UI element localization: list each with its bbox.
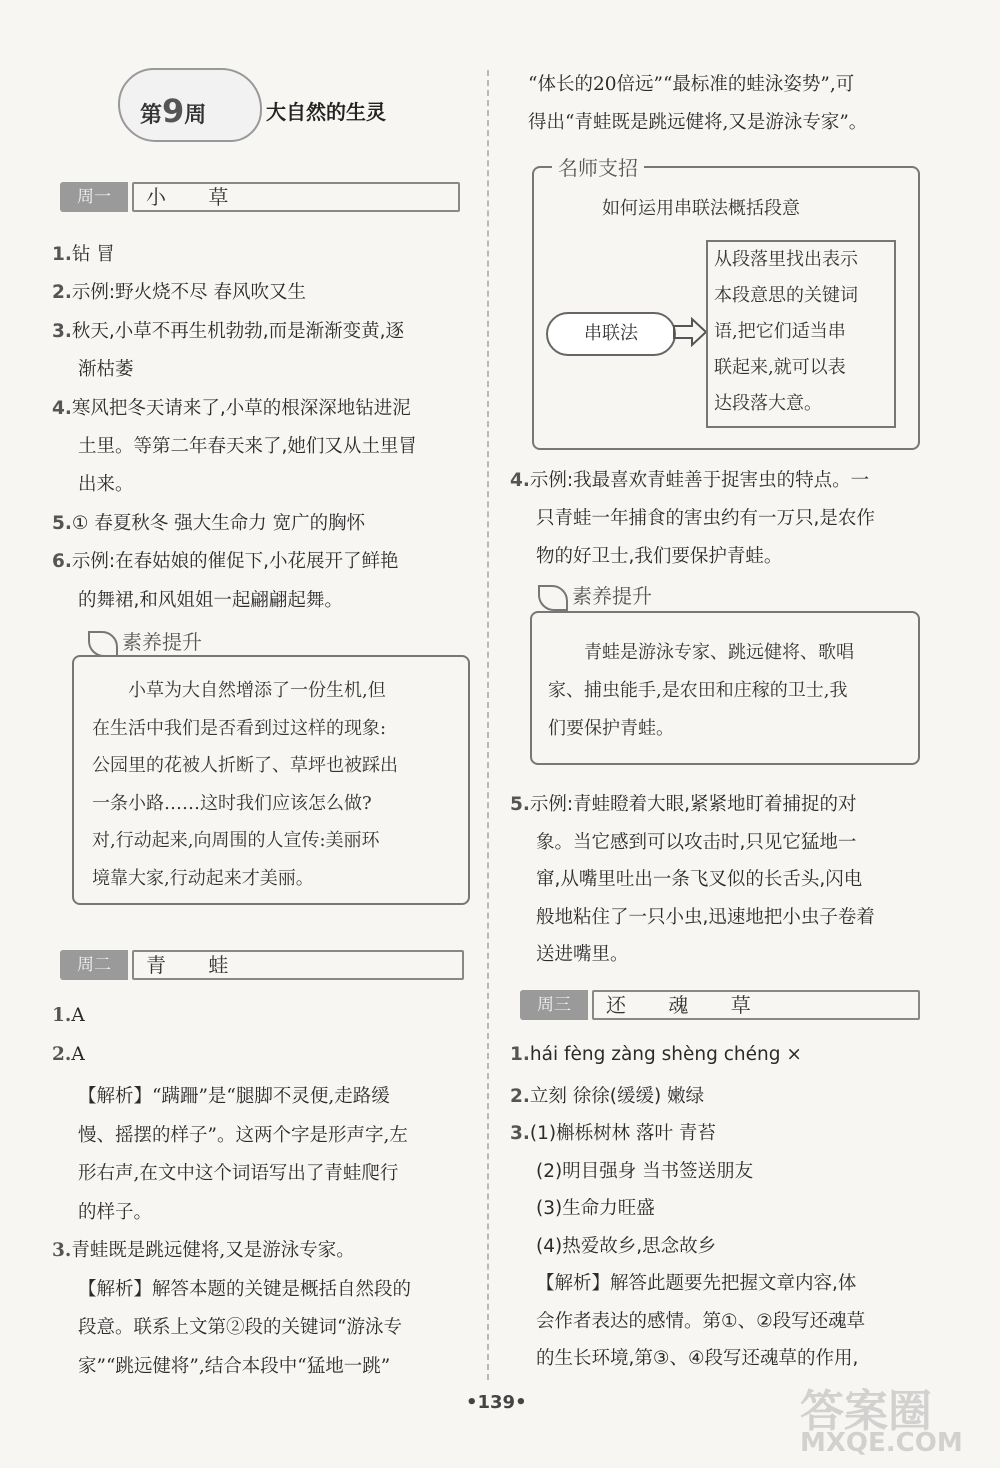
question-number: 3. bbox=[510, 1123, 530, 1144]
text-line: 家、捕虫能手,是农田和庄稼的卫士,我 bbox=[548, 680, 848, 701]
answer-line bbox=[78, 1352, 390, 1378]
answer-line bbox=[52, 509, 365, 535]
answer-line bbox=[536, 903, 875, 929]
skill-badge-2: 素养提升 bbox=[538, 580, 652, 611]
answer-line bbox=[536, 1344, 858, 1370]
answer-line bbox=[52, 1044, 85, 1065]
answer-line bbox=[536, 940, 629, 966]
answer-line bbox=[52, 1236, 355, 1262]
leaf-icon bbox=[538, 585, 568, 611]
question-number: 1. bbox=[510, 1044, 530, 1065]
answer-text: 【解析】“蹒跚”是“腿脚不灵便,走路缓 bbox=[78, 1086, 390, 1107]
answer-text: 土里。等第二年春天来了,她们又从土里冒 bbox=[78, 436, 417, 457]
answer-line bbox=[52, 240, 115, 266]
answer-line bbox=[536, 828, 856, 854]
text-line: 公园里的花被人折断了、草坪也被踩出 bbox=[92, 755, 398, 776]
question-number: 4. bbox=[52, 397, 72, 419]
answer-text: hái fèng zàng shèng chéng × bbox=[529, 1044, 802, 1065]
answer-line bbox=[510, 1082, 704, 1108]
answer-text: 的样子。 bbox=[78, 1201, 153, 1223]
answer-text: 示例:在春姑娘的催促下,小花展开了鲜艳 bbox=[71, 551, 399, 573]
answer-text: 渐枯萎 bbox=[78, 359, 134, 381]
question-number: 3. bbox=[52, 1240, 72, 1261]
answer-line bbox=[536, 1269, 856, 1295]
week-label: 第9周 bbox=[140, 92, 207, 130]
text-line: 语,把它们适当串 bbox=[714, 321, 846, 342]
answer-text: 示例:青蛙瞪着大眼,紧紧地盯着捕捉的对 bbox=[529, 794, 857, 815]
answer-text: 会作者表达的感情。第①、②段写还魂草 bbox=[536, 1310, 866, 1332]
answer-line bbox=[78, 1159, 398, 1185]
answer-text: (1)槲栎树林 落叶 青苔 bbox=[529, 1123, 716, 1144]
answer-text: 只青蛙一年捕食的害虫约有一万只,是农作 bbox=[536, 508, 875, 529]
question-number: 6. bbox=[52, 551, 72, 573]
answer-line bbox=[78, 1121, 408, 1147]
answer-text: 慢、摇摆的样子”。这两个字是形声字,左 bbox=[78, 1124, 408, 1146]
answer-text: 般地粘住了一只小虫,迅速地把小虫子卷着 bbox=[536, 906, 875, 928]
answer-line bbox=[78, 586, 343, 612]
leaf-icon bbox=[88, 631, 118, 657]
answer-text: 示例:我最喜欢青蛙善于捉害虫的特点。一 bbox=[529, 470, 870, 491]
answer-line bbox=[52, 394, 411, 420]
text-line: 青蛙是游泳专家、跳远健将、歌唱 bbox=[584, 642, 854, 663]
tip-badge: 名师支招 bbox=[552, 152, 644, 181]
text-line: 小草为大自然增添了一份生机,但 bbox=[128, 680, 386, 701]
answer-text: 青蛙既是跳远健将,又是游泳专家。 bbox=[71, 1240, 355, 1261]
answer-text: 寒风把冬天请来了,小草的根深深地钻进泥 bbox=[71, 397, 411, 419]
lesson-title: 小 草 bbox=[132, 182, 460, 212]
text-line: 联起来,就可以表 bbox=[714, 357, 846, 378]
lesson-title: 还 魂 草 bbox=[592, 990, 920, 1020]
answer-text: ① 春夏秋冬 强大生命力 宽广的胸怀 bbox=[71, 512, 366, 534]
answer-text: A bbox=[71, 1043, 85, 1065]
answer-line bbox=[536, 865, 862, 891]
text-line: 一条小路……这时我们应该怎么做? bbox=[92, 792, 372, 814]
answer-line bbox=[536, 1307, 865, 1333]
answer-line bbox=[78, 470, 134, 496]
answer-line bbox=[52, 278, 306, 304]
answer-line bbox=[78, 1313, 402, 1339]
answer-text: A bbox=[71, 1005, 85, 1026]
answer-line bbox=[78, 355, 134, 381]
skill-badge-1: 素养提升 bbox=[88, 626, 202, 657]
answer-text: (4)热爱故乡,思念故乡 bbox=[536, 1235, 717, 1257]
arrow-right-icon bbox=[672, 316, 708, 348]
answer-text: 【解析】解答此题要先把握文章内容,体 bbox=[536, 1273, 857, 1294]
question-number: 2. bbox=[510, 1085, 530, 1107]
answer-line bbox=[536, 504, 875, 530]
answer-line bbox=[52, 1005, 85, 1026]
text-line: 们要保护青蛙。 bbox=[548, 718, 674, 739]
answer-line bbox=[510, 1044, 802, 1065]
question-number: 2. bbox=[52, 1043, 72, 1065]
day-tag: 周一 bbox=[60, 182, 128, 212]
answer-line bbox=[510, 466, 869, 492]
method-pill: 串联法 bbox=[546, 312, 676, 356]
watermark-logo: 答案圈 bbox=[800, 1386, 932, 1437]
question-number: 2. bbox=[52, 282, 72, 304]
question-number: 1. bbox=[52, 1005, 72, 1026]
text-line: “体长的20倍远”“最标准的蛙泳姿势”,可 bbox=[528, 74, 855, 95]
section-header-tuesday bbox=[60, 950, 464, 980]
answer-text: 钻 冒 bbox=[71, 244, 115, 265]
answer-text: 形右声,在文中这个词语写出了青蛙爬行 bbox=[78, 1163, 399, 1184]
text-line: 在生活中我们是否看到过这样的现象: bbox=[92, 717, 387, 739]
section-header-monday bbox=[60, 182, 460, 212]
page-number: •139• bbox=[466, 1392, 527, 1413]
answer-line bbox=[52, 547, 399, 573]
text-line: 境靠大家,行动起来才美丽。 bbox=[92, 867, 314, 889]
question-number: 1. bbox=[52, 244, 72, 265]
text-line: 得出“青蛙既是跳远健将,又是游泳专家”。 bbox=[528, 112, 868, 133]
answer-text: 的舞裙,和风姐姐一起翩翩起舞。 bbox=[78, 589, 343, 611]
answer-line bbox=[536, 542, 782, 568]
answer-text: 送进嘴里。 bbox=[536, 944, 629, 965]
section-header-wednesday bbox=[520, 990, 920, 1020]
answer-text: 家”“跳远健将”,结合本段中“猛地一跳” bbox=[78, 1355, 391, 1377]
watermark-url: MXQE.COM bbox=[800, 1428, 963, 1458]
lesson-title: 青 蛙 bbox=[132, 950, 464, 980]
answer-line bbox=[510, 1119, 716, 1145]
question-number: 4. bbox=[510, 470, 530, 491]
question-number: 5. bbox=[510, 794, 530, 815]
week-title: 大自然的生灵 bbox=[266, 100, 386, 124]
answer-line bbox=[536, 1157, 753, 1183]
answer-text: 立刻 徐徐(缓缓) 嫩绿 bbox=[529, 1085, 705, 1107]
answer-line bbox=[536, 1232, 716, 1258]
text-line: 从段落里找出表示 bbox=[714, 249, 858, 270]
answer-line bbox=[78, 432, 417, 458]
answer-text: (3)生命力旺盛 bbox=[536, 1198, 655, 1219]
day-tag: 周三 bbox=[520, 990, 588, 1020]
column-divider bbox=[487, 70, 489, 1380]
answer-text: 秋天,小草不再生机勃勃,而是渐渐变黄,逐 bbox=[71, 320, 405, 342]
answer-text: 示例:野火烧不尽 春风吹又生 bbox=[71, 282, 307, 304]
answer-line bbox=[510, 790, 857, 816]
day-tag: 周二 bbox=[60, 950, 128, 980]
answer-text: 段意。联系上文第②段的关键词“游泳专 bbox=[78, 1317, 402, 1338]
answer-line bbox=[536, 1194, 655, 1220]
text-line: 达段落大意。 bbox=[714, 393, 822, 414]
answer-line bbox=[78, 1082, 390, 1108]
answer-text: (2)明目强身 当书签送朋友 bbox=[536, 1160, 754, 1182]
answer-line bbox=[52, 317, 404, 343]
answer-text: 象。当它感到可以攻击时,只见它猛地一 bbox=[536, 831, 857, 853]
question-number: 5. bbox=[52, 512, 72, 534]
answer-line bbox=[78, 1275, 411, 1301]
tip-title: 如何运用串联法概括段意 bbox=[602, 198, 800, 219]
text-line: 本段意思的关键词 bbox=[714, 285, 858, 306]
text-line: 对,行动起来,向周围的人宣传:美丽环 bbox=[92, 830, 380, 851]
answer-text: 【解析】解答本题的关键是概括自然段的 bbox=[78, 1278, 412, 1300]
answer-line bbox=[78, 1198, 152, 1224]
answer-text: 物的好卫士,我们要保护青蛙。 bbox=[536, 546, 783, 567]
question-number: 3. bbox=[52, 320, 72, 342]
answer-text: 出来。 bbox=[78, 474, 134, 496]
answer-text: 的生长环境,第③、④段写还魂草的作用, bbox=[536, 1348, 859, 1369]
answer-text: 窜,从嘴里吐出一条飞叉似的长舌头,闪电 bbox=[536, 869, 863, 890]
